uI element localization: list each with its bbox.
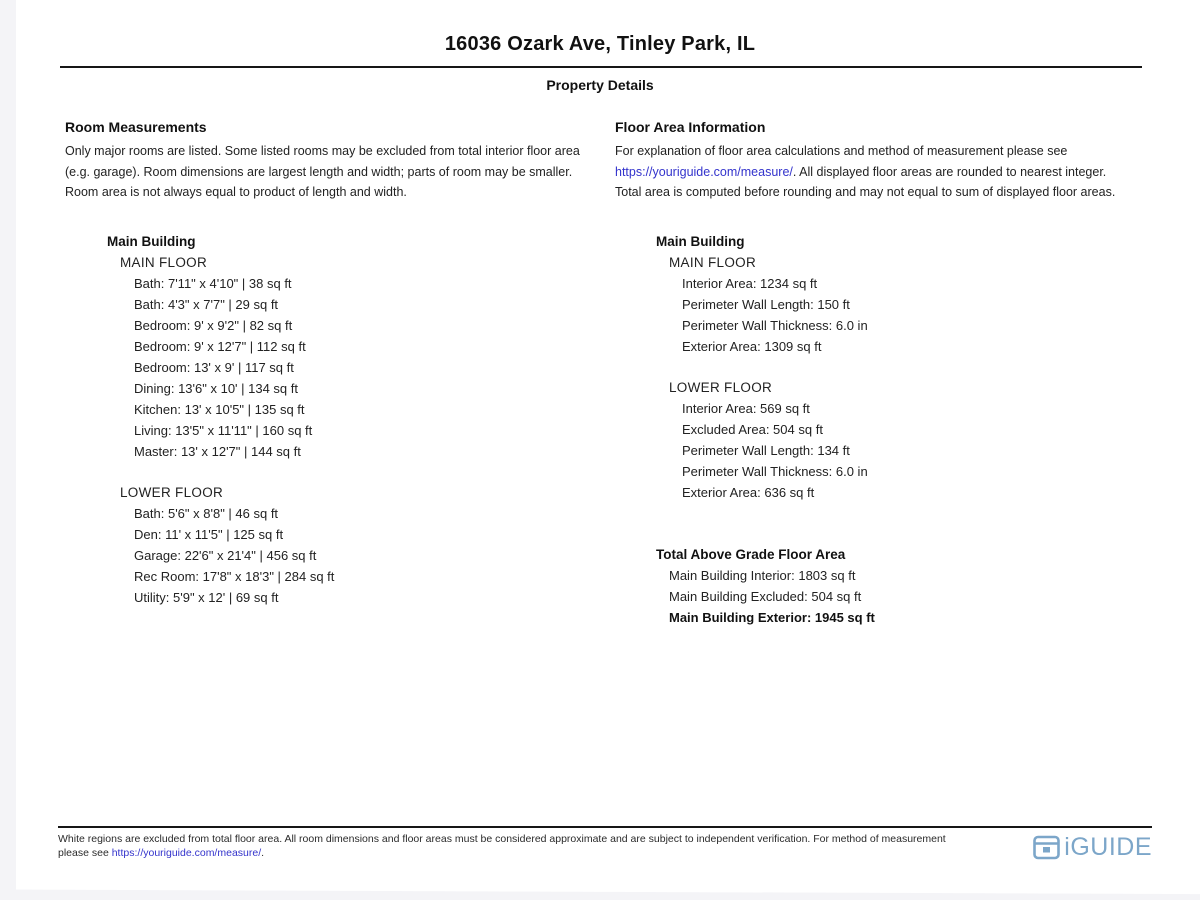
stat-list [656,398,1145,503]
header-divider [60,66,1142,68]
stat-item: Perimeter Wall Thickness: 6.0 in [682,463,868,479]
stat-item: Perimeter Wall Length: 134 ft [682,442,850,458]
room-measurements-description: Only major rooms are listed. Some listed rooms may be excluded from total interior floor area (e.g. garage). Room dimensions are largest length and width; parts of room may be smaller. Room area is not always equal to product of length and width. [65,144,580,199]
floor-area-description [615,141,1127,203]
room-item: Garage: 22'6" x 21'4" | 456 sq ft [134,547,317,563]
room-measurements-section [65,119,615,628]
measure-link[interactable]: https://youriguide.com/measure/ [615,164,793,179]
document-footer [58,826,1152,860]
footer-measure-link[interactable]: https://youriguide.com/measure/ [111,846,262,859]
stat-item: Interior Area: 1234 sq ft [682,275,818,291]
floor-area-information-section [615,119,1200,628]
room-list [107,273,615,462]
room-item: Master: 13' x 12'7" | 144 sq ft [134,443,301,459]
stat-item: Perimeter Wall Length: 150 ft [682,296,850,312]
room-item: Dining: 13'6" x 10' | 134 sq ft [134,380,298,396]
stat-item: Interior Area: 569 sq ft [682,400,810,416]
building-name: Main Building [656,233,745,249]
floor-name: MAIN FLOOR [120,254,208,270]
stat-item: Exterior Area: 636 sq ft [682,484,815,500]
iguide-logo-text: iGUIDE [1064,833,1152,861]
room-item: Bedroom: 9' x 9'2" | 82 sq ft [134,317,293,333]
total-list [656,565,1145,628]
stat-item: Excluded Area: 504 sq ft [682,421,823,437]
iguide-logo-icon [1033,835,1060,860]
room-item: Kitchen: 13' x 10'5" | 135 sq ft [134,401,305,417]
main-floor-rooms [107,252,615,462]
document-header [0,0,1200,93]
stat-list [656,273,1145,357]
room-measurements-building [107,231,615,608]
total-heading: Total Above Grade Floor Area [656,546,846,562]
description-text: For explanation of floor area calculations and method of measurement please see [615,144,1068,158]
room-item: Living: 13'5" x 11'11" | 160 sq ft [134,422,313,438]
scan-edge-bottom [0,886,1200,900]
disclaimer-text: White regions are excluded from total floor area. All room dimensions and floor areas must be considered approximate and are subject to independent verification. For method of measurement please see [58,833,946,859]
floor-name: LOWER FLOOR [120,484,224,500]
floor-area-heading: Floor Area Information [615,119,766,135]
lower-floor-rooms [107,482,615,608]
stat-item: Exterior Area: 1309 sq ft [682,338,822,354]
disclaimer-text: . [261,846,265,859]
content-columns [0,119,1200,628]
room-item: Bath: 7'11" x 4'10" | 38 sq ft [134,275,292,291]
page-title: 16036 Ozark Ave, Tinley Park, IL [444,33,756,55]
footer-disclaimer [58,833,974,860]
room-list [107,503,615,608]
room-measurements-heading: Room Measurements [65,119,207,135]
room-item: Bath: 4'3" x 7'7" | 29 sq ft [134,296,279,312]
room-item: Utility: 5'9" x 12' | 69 sq ft [134,589,279,605]
stat-item: Perimeter Wall Thickness: 6.0 in [682,317,868,333]
description-text: . All displayed floor areas are rounded to nearest integer. Total area is computed before rounding and may not equal to sum of displayed floor areas. [615,164,1116,199]
building-name: Main Building [107,233,196,249]
main-floor-areas [656,252,1145,357]
page-subtitle: Property Details [546,77,654,93]
room-item: Den: 11' x 11'5" | 125 sq ft [134,526,284,542]
total-above-grade-section [656,544,1145,628]
floor-name: MAIN FLOOR [669,254,757,270]
total-item-exterior: Main Building Exterior: 1945 sq ft [669,609,875,625]
floor-name: LOWER FLOOR [669,379,773,395]
floor-area-building [656,231,1145,503]
iguide-logo [1033,834,1152,860]
lower-floor-areas [656,377,1145,503]
footer-divider [58,826,1152,828]
room-item: Rec Room: 17'8" x 18'3" | 284 sq ft [134,568,335,584]
scan-edge-left [0,0,16,900]
total-item: Main Building Interior: 1803 sq ft [669,567,856,583]
room-item: Bedroom: 9' x 12'7" | 112 sq ft [134,338,306,354]
room-item: Bedroom: 13' x 9' | 117 sq ft [134,359,294,375]
total-item: Main Building Excluded: 504 sq ft [669,588,862,604]
room-item: Bath: 5'6" x 8'8" | 46 sq ft [134,505,279,521]
